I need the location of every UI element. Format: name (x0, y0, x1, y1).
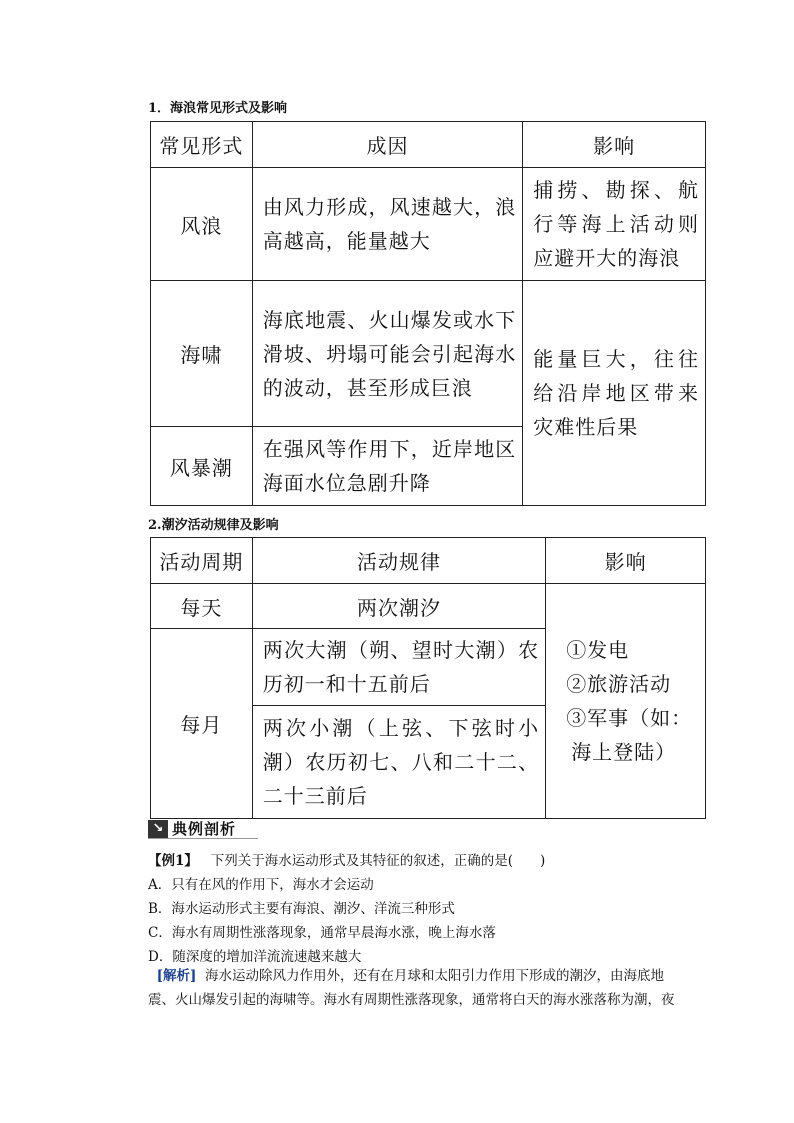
header-cause: 成因 (252, 122, 522, 168)
effect-item: ②旅游活动 (566, 672, 672, 696)
surge-cause-text: 在强风等作用下，近岸地区海面水位急剧升降 (262, 437, 517, 495)
tide-table (150, 537, 706, 819)
arrow-icon: ↘ (148, 820, 168, 838)
wave-effect-text: 捕捞、勘探、航行等海上活动则应避开大的海浪 (533, 178, 699, 270)
section-divider (148, 838, 258, 839)
daily-period-cell: 每天 (151, 584, 253, 629)
wave-cause-cell (252, 168, 522, 281)
header-effect: 影响 (523, 122, 706, 168)
option-c: C．海水有周期性涨落现象，通常早晨海水涨，晚上海水落 (148, 925, 496, 941)
tsunami-effect-text: 能量巨大，往往给沿岸地区带来灾难性后果 (533, 347, 699, 439)
option-b: B．海水运动形式主要有海浪、潮汐、洋流三种形式 (148, 901, 455, 917)
spring-tide-text: 两次大潮（朔、望时大潮）农历初一和十五前后 (262, 638, 540, 696)
header-form: 常见形式 (151, 122, 253, 168)
tsunami-cause-text: 海底地震、火山爆发或水下滑坡、坍塌可能会引起海水的波动，甚至形成巨浪 (262, 307, 517, 400)
section-1-heading: 1．海浪常见形式及影响 (148, 101, 288, 116)
effect-item: 海上登陆） (571, 740, 677, 764)
effect-item: ③军事（如： (566, 706, 693, 730)
example-section-title: 典例剖析 (172, 820, 237, 838)
question-tag: 【例1】 (148, 853, 198, 869)
effect-item: ①发电 (566, 638, 630, 662)
monthly-spring-tide-cell (252, 629, 545, 706)
surge-cause-cell (252, 427, 522, 506)
analysis-tag: [解析] (156, 968, 197, 984)
tsunami-cause-cell (252, 281, 522, 427)
monthly-neap-tide-cell (252, 706, 545, 819)
wave-effect-cell (523, 168, 706, 281)
header-period: 活动周期 (151, 538, 253, 584)
option-d: D．随深度的增加洋流流速越来越大 (148, 949, 362, 965)
neap-tide-text: 两次小潮（上弦、下弦时小潮）农历初七、八和二十二、二十三前后 (262, 716, 540, 808)
wave-cause-text: 由风力形成，风速越大，浪高越高，能量越大 (262, 195, 517, 253)
section-2-heading: 2.潮汐活动规律及影响 (148, 518, 279, 533)
analysis-paragraph (148, 964, 688, 1012)
tsunami-form-cell: 海啸 (151, 281, 253, 427)
tide-effects-cell (546, 584, 706, 819)
tsunami-surge-effect-cell (523, 281, 706, 506)
question-stem (148, 849, 545, 869)
surge-form-cell: 风暴潮 (151, 427, 253, 506)
option-a: A．只有在风的作用下，海水才会运动 (148, 877, 374, 893)
wave-form-cell: 风浪 (151, 168, 253, 281)
header-impact: 影响 (546, 538, 706, 584)
question-text: 下列关于海水运动形式及其特征的叙述，正确的是( ) (210, 853, 546, 869)
monthly-period-cell: 每月 (151, 629, 253, 819)
example-section-header (148, 818, 236, 839)
analysis-text: 海水运动除风力作用外，还有在月球和太阳引力作用下形成的潮汐，由海底地震、火山爆发引起的海啸等。海水有周期性涨落现象，通常将白天的海水涨落称为潮，夜 (148, 968, 675, 1008)
wave-table (150, 121, 706, 506)
header-rule: 活动规律 (252, 538, 545, 584)
daily-rule-cell: 两次潮汐 (252, 584, 545, 629)
